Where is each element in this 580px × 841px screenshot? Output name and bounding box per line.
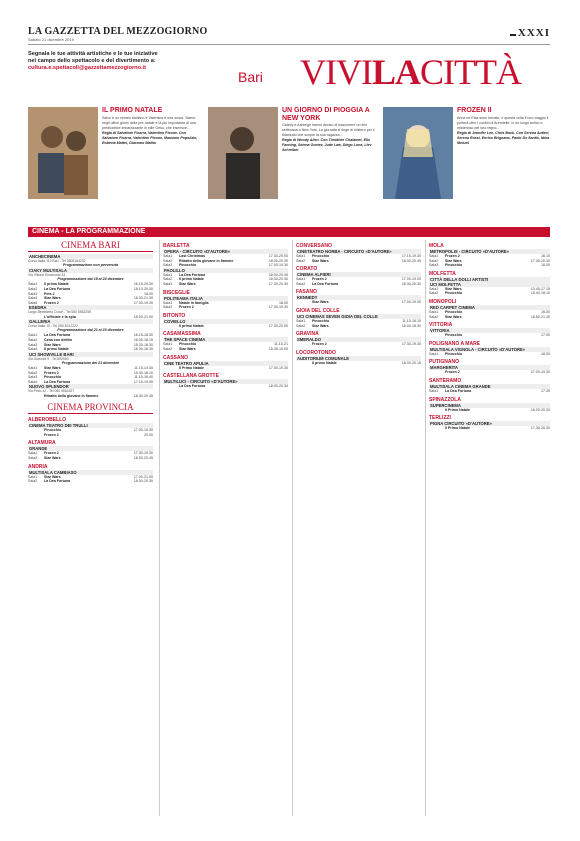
film-title: La Dea Fortuna [44,333,71,338]
showtimes: 16.00-18.15 [133,337,153,342]
film-title: Natale in famiglia [179,300,209,305]
screen-label [429,333,445,338]
city-heading: SANTERAMO [429,377,462,384]
showtimes: 16.30-18.30 [133,347,153,352]
showtimes: 18.00-20.15 [401,360,421,365]
listing-row [163,366,288,371]
feature-1-photo [28,107,98,199]
film-title: Star Wars [445,258,462,263]
promo-text: Segnala le tue attività artistiche e le tue iniziative nel campo dello spettacolo e del divertimento a: cultura.e.spettacoli@gazzettamezzogiorno.it [28,51,158,71]
venue-name: OPERA - CIRCUITO «D'AUTORE» [163,249,288,254]
listing-row [163,347,288,352]
venue-name: POLITEAMA ITALIA [163,296,288,301]
column-divider [159,240,160,816]
venue-name: VITTORIA [429,328,550,333]
screen-label [296,342,312,347]
showtimes: 17.00-19.30 [268,365,288,370]
feature-3 [383,107,550,225]
showtimes: 17.00-21.00 [133,474,153,479]
film-title: Il primo Natale [44,347,69,352]
showtimes: 18.00 [144,291,153,296]
film-title: Frozen 2 [44,300,59,305]
listing-row [429,291,550,296]
city-heading: FASANO [296,289,317,296]
listing-row [163,384,288,389]
screen-label: Sala1 [296,254,306,258]
screen-label: Sala2 [429,314,439,319]
film-title: Star Wars [445,314,462,319]
screen-label: Sala2 [28,370,38,375]
screen-label: Sala3 [163,281,173,286]
screen-label: Sala3 [163,263,173,268]
newspaper-page [28,26,550,816]
film-title: Star Wars [179,346,196,351]
showtimes: 15.40-18.10 [530,291,550,296]
film-title: La Dea Fortuna [312,281,339,286]
film-title: La Dea Fortuna [179,384,206,389]
venue-name: ESEDRA [28,305,153,310]
film-title: Last Christmas [179,254,205,258]
venue-name: SMERALDO [296,337,421,342]
showtimes: 17.30-19.30 [401,342,421,347]
promo-email-link[interactable]: cultura.e.spettacoli@gazzettamezzogiorno.it [28,65,146,71]
venue-name: CIAKY MULTISALA [28,268,153,273]
venue-name: GRANDE [28,446,153,451]
venue-name: UCI CINEMAS SEVEN GIOIA DEL COLLE [296,314,421,319]
showtimes: 18.30-20.30 [401,281,421,286]
showtimes: 17.30-19.30 [133,300,153,305]
page-number: XXXI [510,27,550,39]
venue-name: CINE TEATRO APULIA [163,361,288,366]
screen-label: Sala4 [28,347,38,352]
film-title: Pinocchio [312,254,330,258]
screen-label: Sala2 [429,258,439,263]
feature-1-text: Salvo è un vetraio siciliano e Valentina è una suora. Siamo negli ultimi giorni della pre-natale e la più importante di una predicatrice imbarazzante in stile Gesù, che inserisce... [102,115,196,130]
listing-row [296,361,421,366]
cinema-listings [28,240,550,816]
feature-3-photo [383,107,453,199]
city-heading: ALTAMURA [28,440,56,447]
film-title: Pinocchio [312,318,330,323]
screen-label: Sala1 [296,277,306,282]
section-title-bar: CINEMA - LA PROGRAMMAZIONE [28,227,550,237]
venue-name: CINETEATRO NORBA - CIRCUITO «D'AUTORE» [296,249,421,254]
screen-label [163,324,179,329]
screen-label: Sala1 [28,333,38,338]
venue-name: UCI SHOWVILLE BARI [28,352,153,357]
venue-name: GALLERIA [28,319,153,324]
screen-label: Sala1 [296,318,306,323]
venue-name: COVIELLO [163,319,288,324]
screen-label [429,370,445,375]
city-heading: LOCOROTONDO [296,349,336,356]
feature-3-text: Anna ed Elsa sono tornate, e questa volta il loro viaggio li porterà oltre i confini di Arendelle, in un luogo antico e misterioso del loro regno... [457,115,549,130]
venue-name: CINEMA TEATRO DEI TRULLI [28,423,153,428]
screen-label: Sala2 [296,323,306,328]
showtimes: 18.00-20.45 [401,258,421,263]
venue-address: Via Vittorio Emanuele 33 [28,273,66,278]
city-heading: GRAVINA [296,331,319,338]
listing-row [429,263,550,268]
screen-label: Sala2 [28,455,38,460]
film-title: Pinocchio [445,309,463,314]
film-title: La Dea Fortuna [445,388,472,393]
screen-label [28,394,44,399]
film-title: Pinocchio [445,351,463,356]
showtimes: 17.00-19.30 [268,263,288,268]
showtimes: 18.15-20.30 [133,282,153,287]
schedule-note: Programmazione dal 19 al 24 dicembre [57,277,124,282]
listing-row [296,282,421,287]
film-title: Il Primo Natale [445,407,470,412]
film-title: Pinocchio [445,333,463,338]
showtimes: 13.45-17.15 [530,286,550,291]
showtimes: 18.00-20.30 [530,407,550,412]
feature-3-credits: Regia di Jennifer Lee, Chris Buck. Con Serena Autieri, Serena Rossi, Enrico Brignano, Paolo De Santis, Idina Menzel [457,130,550,145]
venue-name: THE SPACE CINEMA [163,337,288,342]
screen-label: Sala2 [163,258,173,263]
feature-3-title: FROZEN II [457,107,492,114]
showtimes: 17.00 [541,333,550,338]
city-heading: TERLIZZI [429,415,451,422]
city-heading: BISCEGLIE [163,289,190,296]
film-title: Frozen 2 [445,370,460,375]
feature-2-text: Gatsby e Ashleigh hanno deciso di trascorrere un fine settimana a New York. La giornata si tinge di mistero per il fidanzato che scopre la sua ragazza... [282,123,375,137]
listing-row [296,300,421,305]
listing-row [296,324,421,329]
film-title: Il primo Natale [179,277,204,282]
screen-label: Sala1 [163,254,173,258]
column-divider [425,240,426,816]
city-heading: CONVERSANO [296,243,332,249]
venue-address: Largo Benedetto Croce - Tel 080 5552255 [28,310,92,315]
screen-label: Sala3 [429,263,439,268]
showtimes: 16.50-21.30 [530,314,550,319]
screen-label: Sala1 [28,282,38,287]
screen-label [28,433,44,438]
city-heading: CASTELLANA GROTTE [163,373,219,380]
column-title-bari: CINEMA BARI [28,240,153,252]
city-heading: MOLFETTA [429,270,456,277]
screen-label: Sala1 [163,342,173,347]
listing-row [429,426,550,431]
showtimes: 16.15-18.30 [133,333,153,338]
city-heading: MOLA [429,243,444,249]
film-title: Star Wars [445,286,462,291]
film-title: Il primo Natale [312,360,337,365]
screen-label: Sala2 [28,337,38,342]
header-bar [28,26,550,45]
film-title: Star Wars [312,323,329,328]
venue-name: AUDITORIUM COMUNALE [296,356,421,361]
showtimes: 17.30-19.30 [268,305,288,310]
screen-label: Sala1 [429,254,439,258]
schedule-note: Programmazione dal 21 al 23 dicembre [57,328,124,333]
venue-address: Via Pinto 42 - Tel 080 5561827 [28,389,75,394]
screen-label: Sala1 [163,300,173,305]
screen-label [429,408,445,413]
showtimes: 17.00-19.30 [133,428,153,433]
listing-row [163,282,288,287]
city-heading: ANDRIA [28,463,48,470]
banner [28,51,550,105]
listing-row [28,394,153,399]
listing-row [28,456,153,461]
film-title: Pinocchio [44,375,62,380]
showtimes: 15.00-18.30 [401,323,421,328]
showtimes: 18.00-20.45 [268,272,288,277]
city-heading: BARLETTA [163,243,190,249]
film-title: Pinocchio [44,428,62,433]
column-title-provincia: CINEMA PROVINCIA [28,402,153,414]
screen-label: Sala4 [28,296,38,301]
screen-label: Sala1 [28,451,38,456]
film-title: Star Wars [312,300,329,305]
showtimes: 11.15-14.45 [134,365,153,370]
feature-1-credits: Regia di Salvatore Ficarra, Valentino Picone. Con Salvatore Ficarra, Valentino Picone, Massimo Popolizio, Roberta Mattei, Giacomo Mattia [102,130,198,145]
film-title: Pinocchio [179,263,197,268]
venue-name: MULTISALA CINEMA GRANDE [429,384,550,389]
city-heading: CASAMASSIMA [163,331,201,338]
film-title: Pinocchio [445,291,463,296]
listing-row [429,333,550,338]
showtimes: 18.00 [541,351,550,356]
showtimes: 18.00 [541,263,550,268]
screen-label: Sala2 [28,287,38,291]
column-cinema-bari [28,240,153,816]
film-title: Frozen 2 [445,254,460,258]
screen-label: Sala2 [296,258,306,263]
venue-name: METROPOLIS - CIRCUITO «D'AUTORE» [429,249,550,254]
showtimes: 11.15-21 [274,342,288,347]
venue-address: Corso Italia 112 Bari - Tel 0809164232 [28,259,86,263]
city-heading: VITTORIA [429,322,453,329]
feature-1 [28,107,203,225]
listing-row [429,370,550,375]
showtimes: 11.15-16.40 [134,375,153,380]
listing-row [296,342,421,347]
showtimes: 18.00-20.30 [133,479,153,484]
screen-label: Sala1 [28,474,38,479]
film-title: Frozen 2 [312,342,327,347]
showtimes: 17.15-19.55 [133,379,153,384]
showtimes: 16.10 [541,254,550,258]
listing-row [296,259,421,264]
film-title: Star Wars [44,342,61,347]
screen-label: Sala1 [28,365,38,370]
city-heading: ALBEROBELLO [28,417,67,424]
showtimes: 18.00 [279,300,288,305]
screen-label: Sala2 [163,277,173,282]
showtimes: 17.30-20.30 [530,258,550,263]
screen-label: Sala1 [429,351,439,356]
city-heading: POLIGNANO A MARE [429,340,481,347]
screen-label: Sala4 [28,379,38,384]
screen-label [296,361,312,366]
venue-name: KENNEDY [296,295,421,300]
film-title: La Dea Fortuna [179,272,206,277]
screen-label: Sala2 [163,346,173,351]
feature-1-title: IL PRIMO NATALE [102,107,163,114]
masthead: LA GAZZETTA DEL MEZZOGIORNO [28,26,208,37]
city-label: Bari [238,69,263,85]
feature-2-title: UN GIORNO DI PIOGGIA A NEW YORK [282,107,370,122]
film-title: Pinocchio [179,342,197,347]
showtimes: 18.00-20.45 [133,455,153,460]
column-divider [292,240,293,816]
venue-name: PIGNA CIRCUITO «D'AUTORE» [429,421,550,426]
venue-name: ANCHECINEMA [28,254,153,259]
screen-label: Sala1 [429,309,439,314]
film-title: Ritratto della giovane in fiamme [179,258,234,263]
showtimes: 15.45-19.00 [268,346,288,351]
column-4 [429,240,550,816]
venue-name: MULTISALA CAMBIASO [28,470,153,475]
listing-row [429,315,550,320]
venue-name: RED CARPET CINEMA [429,305,550,310]
showtimes: 15.40-18.10 [133,370,153,375]
film-title: La Dea Fortuna [44,287,71,291]
film-title: Star Wars [312,258,329,263]
venue-name: MULTILUCI - CIRCUITO «D'AUTORE» [163,379,288,384]
screen-label: Sala1 [429,388,439,393]
venue-name: NUOVO SPLENDOR [28,384,153,389]
showtimes: 18.30-20.30 [268,277,288,282]
listing-row [28,433,153,438]
film-title: Pets 2 [44,291,55,296]
screen-label: Sala1 [429,286,439,291]
showtimes: 18.10-20.30 [133,287,153,291]
showtimes: 17.15-19.30 [401,254,421,258]
film-title: Frozen 2 [179,305,194,310]
film-title: Frozen 2 [312,277,327,282]
screen-label [296,300,312,305]
city-heading: CORATO [296,266,318,273]
showtimes: 18.00-20.30 [268,258,288,263]
venue-name: UCI MOLFETTA [429,282,550,287]
listing-row [28,301,153,306]
showtimes: 17.00-19.00 [401,300,421,305]
film-title: Frozen 2 [44,451,59,456]
showtimes: 17.30-20.30 [530,426,550,431]
screen-label: Sala2 [163,305,173,310]
showtimes: 17.00-19.30 [530,370,550,375]
listing-row [163,305,288,310]
film-title: Il Primo Natale [179,365,204,370]
screen-label [163,384,179,389]
film-title: Star Wars [44,365,61,370]
venue-name: MARGHERITA [429,365,550,370]
film-title: La Dea Fortuna [44,479,71,484]
vivi-la-citta-logo [228,51,550,101]
city-heading: PUTIGNANO [429,359,459,366]
venue-name: CINEMA ALFIERI [296,272,421,277]
film-title: Pinocchio [445,263,463,268]
showtimes: 17.30-20.30 [268,281,288,286]
screen-label: Sala3 [28,375,38,380]
showtimes: 18.00-20.30 [268,384,288,389]
column-3 [296,240,421,816]
showtimes: 15.30-18.30 [133,342,153,347]
listing-row [429,352,550,357]
venue-name: MULTISALA VIGNOLA - CIRCUITO «D'AUTORE» [429,347,550,352]
film-title: Il primo Natale [179,323,204,328]
film-title: Il Primo Natale [445,426,470,431]
film-title: Frozen 2 [44,432,59,437]
screen-label: Sala2 [429,291,439,296]
listing-row [28,479,153,484]
film-title: Star Wars [44,455,61,460]
venue-name: CITTÀ DELLA DOLLI ARTISTI [429,277,550,282]
listing-row [163,324,288,329]
showtimes: 18.30-21.30 [133,296,153,301]
film-title: Star Wars [44,474,61,479]
feature-2 [208,107,378,225]
schedule-note: Programmazione del 21 dicembre [61,360,120,365]
showtimes: 17.00-19.00 [401,277,421,282]
screen-label: Sala5 [28,300,38,305]
film-title: Cena con delitto [44,337,72,342]
city-heading: BITONTO [163,312,186,319]
screen-label: Sala2 [28,479,38,484]
listing-row [429,389,550,394]
film-title: Frozen 2 [44,370,59,375]
venue-address: Corso Italia 15 - Tel 080 5212222 [28,324,78,329]
dateline: Sabato 21 dicembre 2019 [28,37,74,42]
screen-label [429,426,445,431]
city-heading: CASSANO [163,354,189,361]
listing-row [429,408,550,413]
city-heading: MONOPOLI [429,298,457,305]
city-heading: GIOIA DEL COLLE [296,307,340,314]
features [28,107,550,225]
showtimes: 17.30-20.00 [268,254,288,258]
screen-label: Sala3 [28,291,38,296]
screen-label: Sala3 [28,342,38,347]
screen-label [163,366,179,371]
film-title: La Dea Fortuna [44,379,71,384]
screen-label: Sala1 [163,272,173,277]
showtimes: 16.30 [541,309,550,314]
screen-label: Sala2 [296,281,306,286]
showtimes: 17.30-19.30 [133,451,153,456]
film-title: Star Wars [44,296,61,301]
schedule-note: Programmazione non pervenuta [63,263,118,268]
showtimes: 17.30-20.00 [268,323,288,328]
city-heading: SPINAZZOLA [429,396,461,403]
film-title: Ritratto della giovane in fiamme [44,393,99,398]
showtimes: 20.00 [144,432,153,437]
showtimes: 18.00-21.00 [133,314,153,319]
venue-address: Via Giannini 9 - Tel 892960 [28,356,69,361]
film-title: L'ufficiale e la spia [44,314,76,319]
feature-2-photo [208,107,278,199]
film-title: Star Wars [179,281,196,286]
section-logo: VIVILACITTÀ [300,52,521,92]
feature-2-credits: Regia di Woody Allen. Con Timothée Chalamet, Elle Fanning, Selena Gomez, Jude Law, Diego Luna, Liev Schreiber [282,138,372,152]
column-2 [163,240,288,816]
showtimes: 17.30 [541,388,550,393]
showtimes: 18.30-20.45 [133,393,153,398]
showtimes: 11.15-16.10 [402,318,421,323]
film-title: Il primo Natale [44,282,69,287]
venue-name: PAOLILLO [163,268,288,273]
venue-name: SUPERCINEMA [429,403,550,408]
